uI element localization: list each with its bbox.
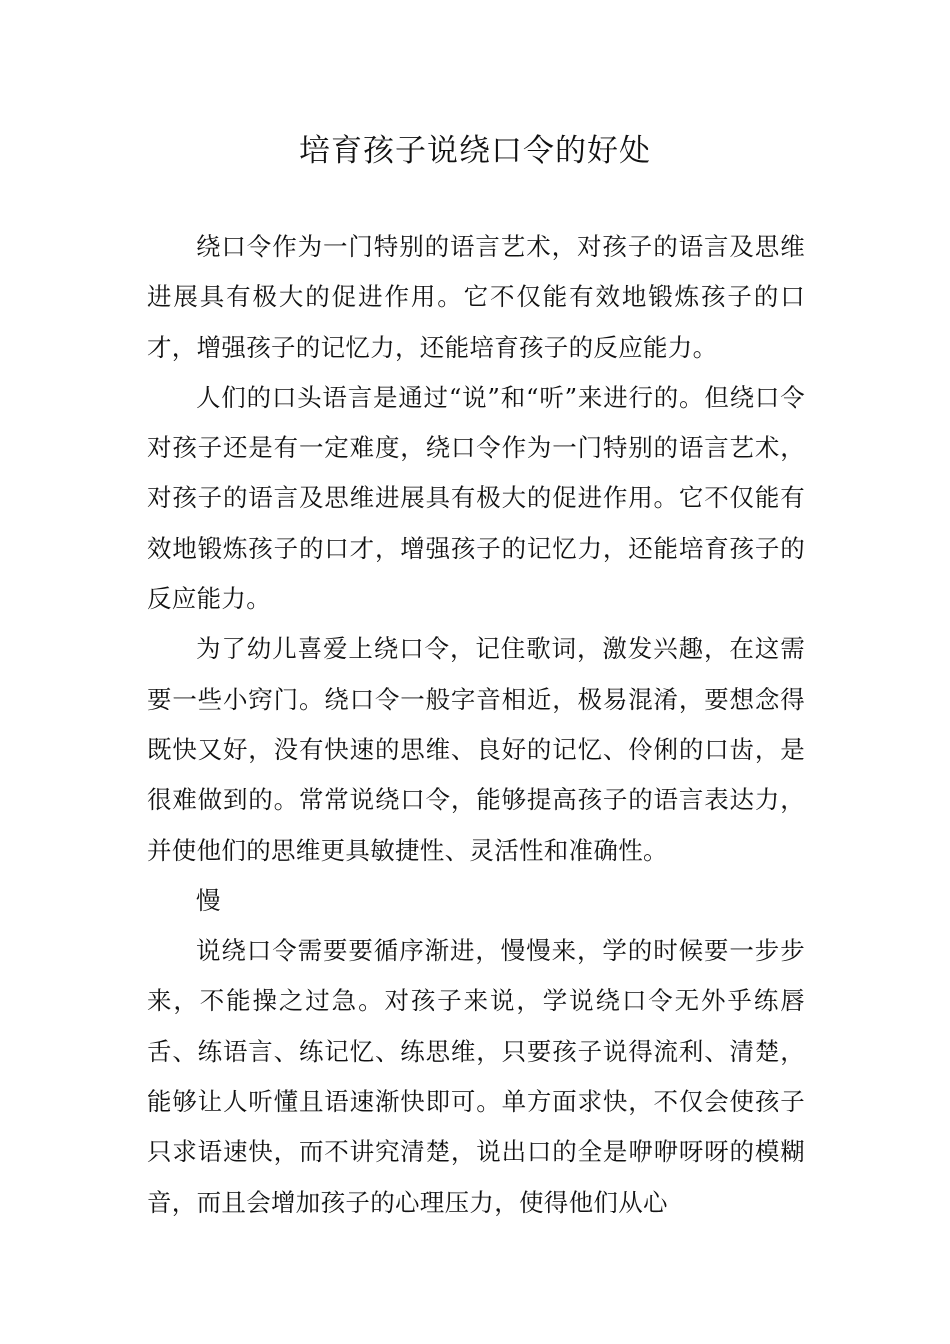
paragraph-1: 绕口令作为一门特别的语言艺术，对孩子的语言及思维进展具有极大的促进作用。它不仅能有效地锻炼孩子的口才，增强孩子的记忆力，还能培育孩子的反应能力。 bbox=[147, 232, 805, 362]
document-title: 培育孩子说绕口令的好处 bbox=[299, 133, 651, 169]
paragraph-3: 为了幼儿喜爱上绕口令，记住歌词，激发兴趣，在这需要一些小窍门。绕口令一般字音相近，极易混淆，要想念得既快又好，没有快速的思维、良好的记忆、伶俐的口齿，是很难做到的。常常说绕口令，能够提高孩子的语言表达力，并使他们的思维更具敏捷性、灵活性和准确性。 bbox=[147, 634, 805, 865]
paragraph-2: 人们的口头语言是通过“说”和“听”来进行的。但绕口令对孩子还是有一定难度，绕口令作为一门特别的语言艺术，对孩子的语言及思维进展具有极大的促进作用。它不仅能有效地锻炼孩子的口才，增强孩子的记忆力，还能培育孩子的反应能力。 bbox=[147, 382, 805, 614]
paragraph-4: 说绕口令需要要循序渐进，慢慢来，学的时候要一步步来，不能操之过急。对孩子来说，学说绕口令无外乎练唇舌、练语言、练记忆、练思维，只要孩子说得流利、清楚，能够让人听懂且语速渐快即可。单方面求快，不仅会使孩子只求语速快，而不讲究清楚，说出口的全是咿咿呀呀的模糊音，而且会增加孩子的心理压力，使得他们从心 bbox=[147, 936, 805, 1217]
section-heading-man: 慢 bbox=[196, 885, 221, 915]
document-body bbox=[147, 222, 805, 1228]
